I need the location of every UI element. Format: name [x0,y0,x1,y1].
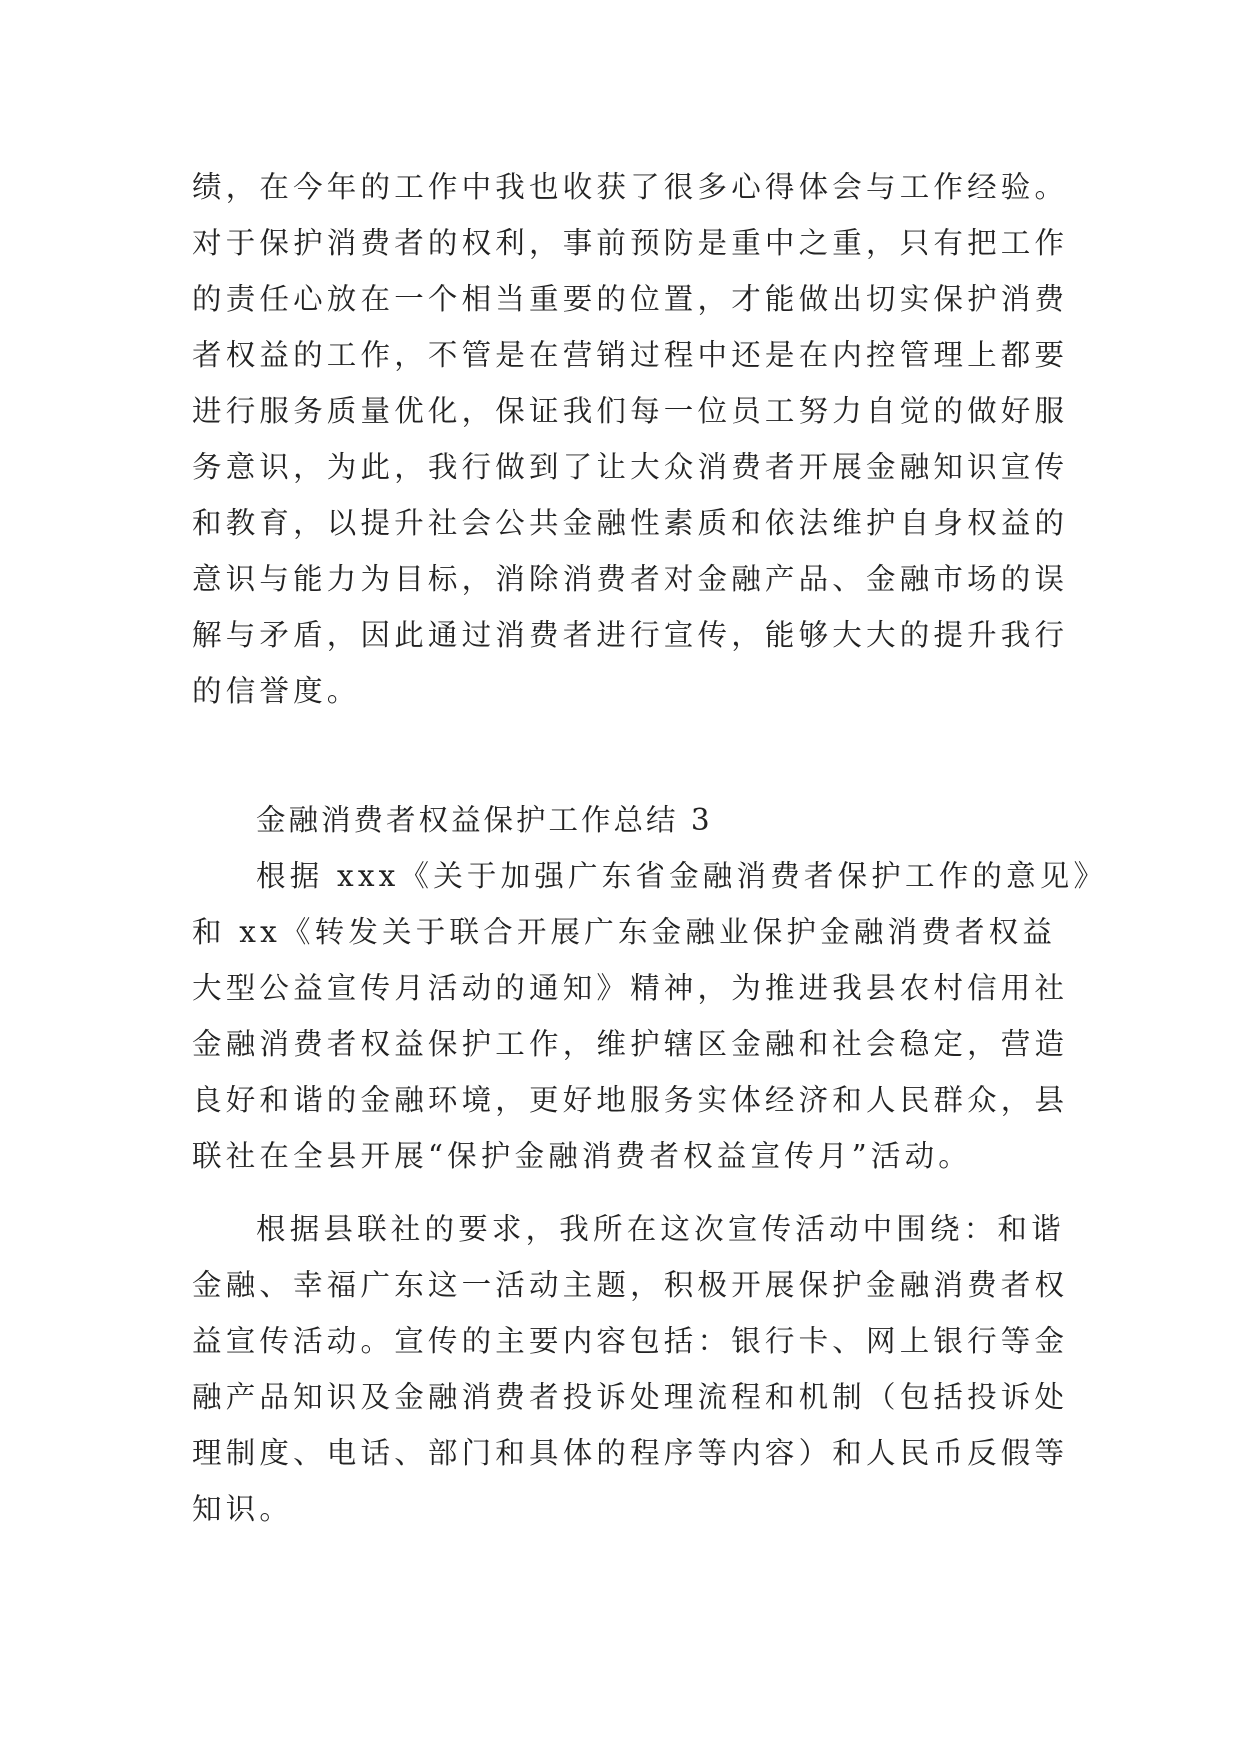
paragraph-line: 务意识，为此，我行做到了让大众消费者开展金融知识宣传 [192,450,1069,484]
paragraph-line: 对于保护消费者的权利，事前预防是重中之重，只有把工作 [192,226,1069,260]
paragraph-line: 融产品知识及金融消费者投诉处理流程和机制（包括投诉处 [192,1380,1069,1414]
paragraph-line: 益宣传活动。宣传的主要内容包括：银行卡、网上银行等金 [192,1324,1069,1358]
paragraph-line: 者权益的工作，不管是在营销过程中还是在内控管理上都要 [192,338,1069,372]
paragraph-line: 知识。 [192,1492,294,1526]
paragraph-line: 和教育，以提升社会公共金融性素质和依法维护自身权益的 [192,506,1069,540]
paragraph-line: 金融、幸福广东这一活动主题，积极开展保护金融消费者权 [192,1268,1069,1302]
paragraph-line: 和 xx《转发关于联合开展广东金融业保护金融消费者权益 [192,915,1057,949]
paragraph-line: 绩，在今年的工作中我也收获了很多心得体会与工作经验。 [192,170,1069,204]
paragraph-line: 进行服务质量优化，保证我们每一位员工努力自觉的做好服 [192,394,1069,428]
paragraph-line: 大型公益宣传月活动的通知》精神，为推进我县农村信用社 [192,971,1069,1005]
paragraph-line: 根据县联社的要求，我所在这次宣传活动中围绕：和谐 [256,1212,1065,1246]
paragraph-line: 良好和谐的金融环境，更好地服务实体经济和人民群众，县 [192,1083,1069,1117]
paragraph-line: 解与矛盾，因此通过消费者进行宣传，能够大大的提升我行 [192,618,1069,652]
paragraph-line: 的信誉度。 [192,674,361,708]
paragraph-line: 理制度、电话、部门和具体的程序等内容）和人民币反假等 [192,1436,1069,1470]
paragraph-line: 意识与能力为目标，消除消费者对金融产品、金融市场的误 [192,562,1069,596]
paragraph-line: 金融消费者权益保护工作，维护辖区金融和社会稳定，营造 [192,1027,1069,1061]
paragraph-line: 联社在全县开展“保护金融消费者权益宣传月”活动。 [192,1139,972,1173]
paragraph-line: 根据 xxx《关于加强广东省金融消费者保护工作的意见》 [256,859,1108,893]
section-heading: 金融消费者权益保护工作总结 3 [256,803,713,837]
paragraph-line: 的责任心放在一个相当重要的位置，才能做出切实保护消费 [192,282,1069,316]
